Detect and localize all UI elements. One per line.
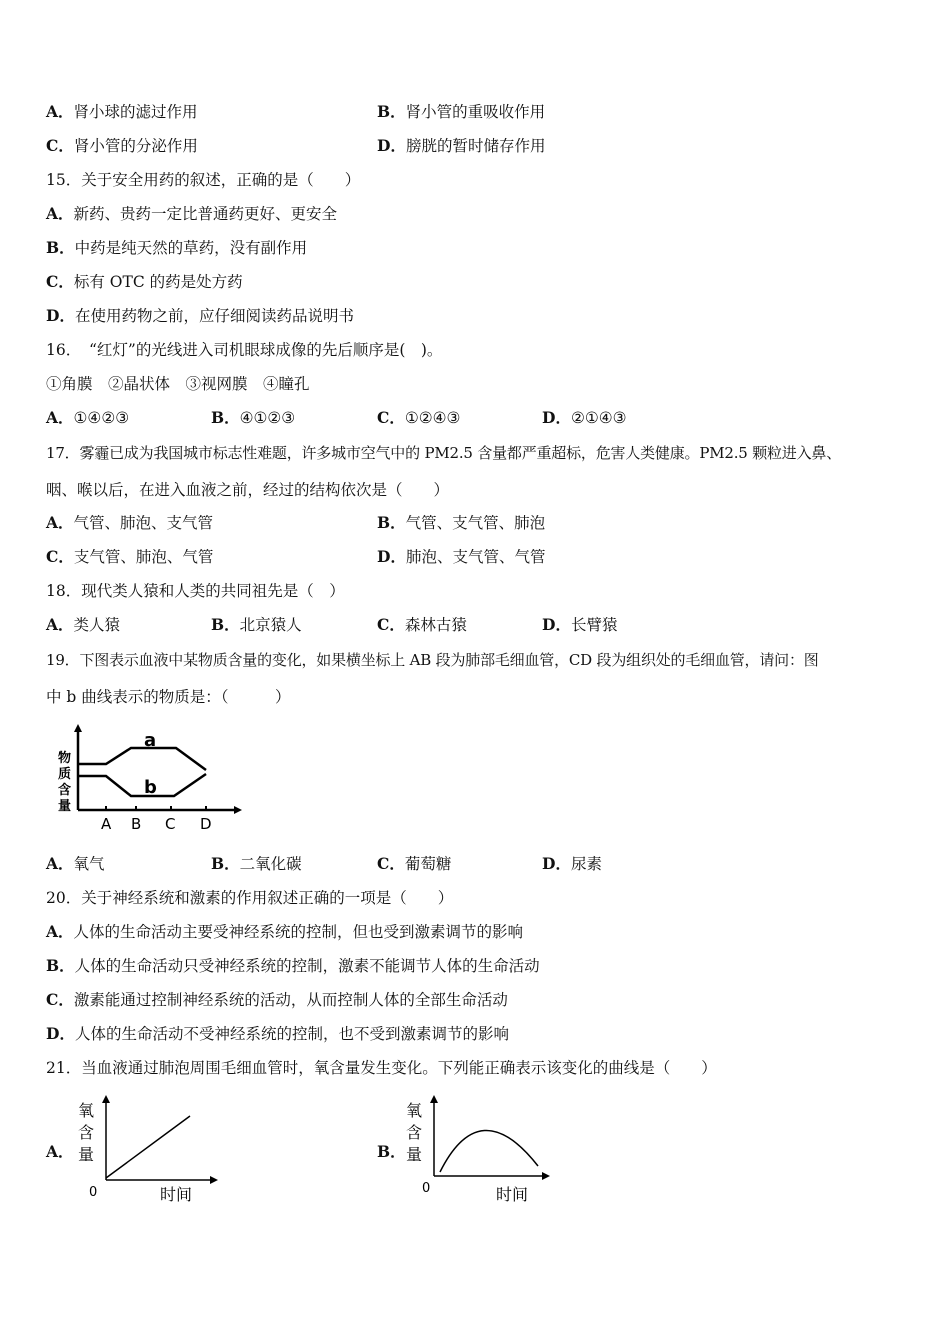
- option-text: 支气管、肺泡、气管: [73, 548, 214, 566]
- option-label: B．: [46, 238, 75, 257]
- q16-option-b: [211, 408, 295, 428]
- q16-option-c: [377, 408, 460, 428]
- q19-figure: [46, 722, 246, 834]
- q15-option-a: [46, 204, 337, 224]
- option-label: B．: [211, 854, 240, 873]
- y-label-char: 质: [58, 767, 72, 782]
- option-text: 森林古猿: [404, 616, 467, 634]
- q18-option-d: [542, 615, 617, 635]
- option-label: C．: [46, 547, 74, 566]
- option-text: 氧气: [73, 855, 105, 873]
- q16-option-a: [46, 408, 129, 428]
- option-text: 北京猿人: [239, 616, 302, 634]
- option-text: 人体的生命活动不受神经系统的控制，也不受到激素调节的影响: [74, 1025, 509, 1043]
- option-text: 膀胱的暂时储存作用: [405, 137, 546, 155]
- q17-stem-line2: 咽、喉以后，在进入血液之前，经过的结构依次是（ ）: [46, 481, 450, 499]
- x-tick-label: C: [165, 815, 176, 833]
- option-label: C．: [46, 272, 74, 291]
- option-text: 类人猿: [73, 616, 121, 634]
- q20-option-d: [46, 1024, 509, 1044]
- y-label-char: 氧: [406, 1101, 423, 1120]
- q18-option-c: [377, 615, 467, 635]
- y-axis-arrow: [430, 1095, 438, 1103]
- option-text: 中药是纯天然的草药，没有副作用: [74, 239, 308, 257]
- y-label-char: 量: [58, 799, 72, 814]
- q19-stem-line2: 中 b 曲线表示的物质是：（ ）: [46, 688, 291, 706]
- option-label: A．: [46, 102, 74, 121]
- q16-stem: 16． “红灯”的光线进入司机眼球成像的先后顺序是( )。: [46, 341, 443, 359]
- q19-option-c: [377, 854, 451, 874]
- option-label: C．: [377, 854, 405, 873]
- y-label-char: 量: [406, 1145, 423, 1164]
- option-text: 在使用药物之前，应仔细阅读药品说明书: [74, 307, 354, 325]
- option-label: B．: [211, 615, 240, 634]
- option-text: 长臂猿: [570, 616, 618, 634]
- x-tick-label: A: [101, 815, 112, 833]
- y-label-char: 含: [406, 1123, 423, 1142]
- option-label: D．: [377, 136, 406, 155]
- option-text: 尿素: [570, 855, 602, 873]
- option-label: A．: [46, 922, 74, 941]
- q17-option-a: [46, 513, 213, 533]
- option-text: ①④②③: [73, 409, 130, 427]
- q17-option-c: [46, 547, 213, 567]
- linear-curve: [106, 1116, 190, 1178]
- option-text: 激素能通过控制神经系统的活动，从而控制人体的全部生命活动: [73, 991, 508, 1009]
- origin-label: 0: [422, 1181, 431, 1196]
- option-label: A．: [46, 204, 74, 223]
- arch-curve: [440, 1130, 538, 1172]
- option-label: B．: [46, 956, 75, 975]
- option-text: 人体的生命活动主要受神经系统的控制，但也受到激素调节的影响: [73, 923, 524, 941]
- option-text: 肾小管的分泌作用: [73, 137, 198, 155]
- q19-stem-line1: 19．下图表示血液中某物质含量的变化，如果横坐标上 AB 段为肺部毛细血管，CD 段为组织处的毛细血管，请问：图: [46, 651, 819, 669]
- q21-option-a-label: [46, 1142, 74, 1162]
- option-text: 肺泡、支气管、气管: [405, 548, 546, 566]
- option-text: 新药、贵药一定比普通药更好、更安全: [73, 205, 338, 223]
- q20-option-a: [46, 922, 523, 942]
- x-tick-label: D: [200, 815, 212, 833]
- option-text: 标有 OTC 的药是处方药: [73, 273, 243, 291]
- option-label: A．: [46, 1142, 74, 1161]
- option-label: A．: [46, 513, 74, 532]
- option-text: ①②④③: [404, 409, 461, 427]
- y-label-char: 含: [58, 783, 72, 798]
- y-label-char: 物: [58, 751, 72, 766]
- q19-option-b: [211, 854, 302, 874]
- q17-stem-line1: 17．雾霾已成为我国城市标志性难题，许多城市空气中的 PM2.5 含量都严重超标，危害人类健康。PM2.5 颗粒进入鼻、: [46, 444, 842, 462]
- q20-stem: 20．关于神经系统和激素的作用叙述正确的一项是（ ）: [46, 889, 454, 907]
- q19-option-a: [46, 854, 105, 874]
- option-label: B．: [377, 1142, 406, 1161]
- q19-option-d: [542, 854, 602, 874]
- option-text: 肾小球的滤过作用: [73, 103, 198, 121]
- curve-a-label: a: [144, 730, 157, 751]
- option-label: D．: [542, 615, 571, 634]
- q16-items: ①角膜 ②晶状体 ③视网膜 ④瞳孔: [46, 375, 310, 393]
- y-label-char: 含: [78, 1123, 95, 1142]
- q18-stem: 18．现代类人猿和人类的共同祖先是（ ）: [46, 582, 345, 600]
- curve-b-label: b: [144, 777, 157, 798]
- option-label: D．: [377, 547, 406, 566]
- option-label: A．: [46, 615, 74, 634]
- q14-option-a: [46, 102, 198, 122]
- option-text: 二氧化碳: [239, 855, 302, 873]
- x-label: 时间: [496, 1185, 529, 1204]
- curve-a: [78, 748, 206, 770]
- q14-option-c: [46, 136, 198, 156]
- q18-option-a: [46, 615, 120, 635]
- origin-label: 0: [89, 1185, 98, 1200]
- q14-option-d: [377, 136, 545, 156]
- q21-stem: 21．当血液通过肺泡周围毛细血管时，氧含量发生变化。下列能正确表示该变化的曲线是（ ）: [46, 1059, 717, 1077]
- x-tick-label: B: [131, 815, 142, 833]
- q15-stem: 15．关于安全用药的叙述，正确的是（ ）: [46, 171, 361, 189]
- q15-option-b: [46, 238, 307, 258]
- q16-option-d: [542, 408, 627, 428]
- x-axis-arrow: [234, 806, 242, 814]
- option-label: C．: [46, 136, 74, 155]
- option-text: 肾小管的重吸收作用: [405, 103, 546, 121]
- option-text: 气管、肺泡、支气管: [73, 514, 214, 532]
- y-axis-arrow: [74, 724, 82, 732]
- option-text: 人体的生命活动只受神经系统的控制，激素不能调节人体的生命活动: [74, 957, 540, 975]
- q20-option-b: [46, 956, 540, 976]
- option-label: C．: [377, 408, 405, 427]
- option-label: A．: [46, 854, 74, 873]
- q21-graph-b: [400, 1092, 560, 1210]
- y-label-char: 量: [78, 1145, 95, 1164]
- option-label: D．: [46, 1024, 75, 1043]
- option-text: ④①②③: [239, 409, 296, 427]
- option-text: ②①④③: [570, 409, 627, 427]
- option-label: C．: [46, 990, 74, 1009]
- option-label: D．: [542, 854, 571, 873]
- q15-option-c: [46, 272, 243, 292]
- q18-option-b: [211, 615, 302, 635]
- q20-option-c: [46, 990, 508, 1010]
- option-label: B．: [377, 102, 406, 121]
- option-label: C．: [377, 615, 405, 634]
- option-text: 葡萄糖: [404, 855, 452, 873]
- y-label-char: 氧: [78, 1101, 95, 1120]
- q21-graph-a: [72, 1092, 232, 1210]
- y-axis-arrow: [102, 1095, 110, 1103]
- option-label: A．: [46, 408, 74, 427]
- option-label: B．: [211, 408, 240, 427]
- curve-b: [78, 774, 206, 796]
- option-label: D．: [542, 408, 571, 427]
- q17-option-d: [377, 547, 545, 567]
- q17-option-b: [377, 513, 545, 533]
- option-label: B．: [377, 513, 406, 532]
- x-label: 时间: [160, 1185, 193, 1204]
- x-axis-arrow: [542, 1172, 550, 1180]
- option-text: 气管、支气管、肺泡: [405, 514, 546, 532]
- q15-option-d: [46, 306, 354, 326]
- x-axis-arrow: [210, 1176, 218, 1184]
- option-label: D．: [46, 306, 75, 325]
- q14-option-b: [377, 102, 545, 122]
